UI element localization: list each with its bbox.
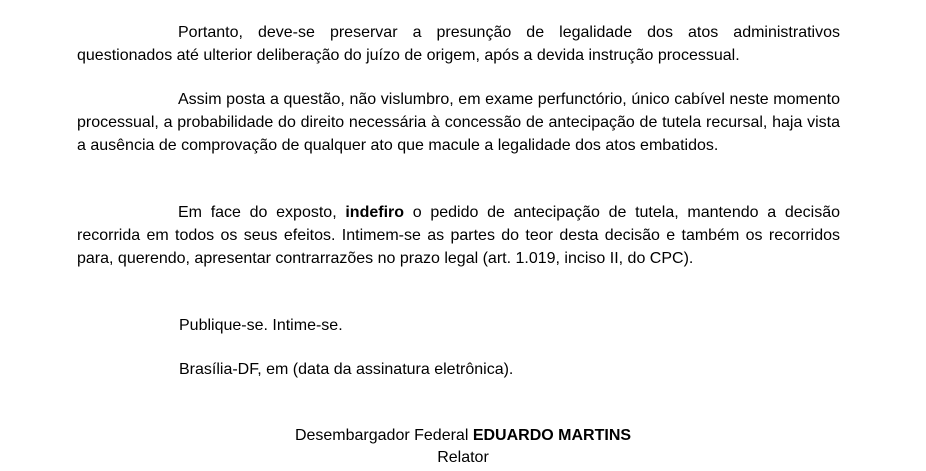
signature-name: EDUARDO MARTINS — [472, 427, 632, 444]
paragraph-probability-right: Assim posta a questão, não vislumbro, em exame perfunctório, único cabível neste momento processual, a probabilidade do direito necessária à concessão de antecipação de tutela recursal, haja vista a ausência de comprovação de qualquer ato que macule a legalidade dos atos embatidos. — [77, 91, 840, 154]
decision-verdict: indefiro — [345, 204, 405, 221]
decision-text-after: o pedido de antecipação de tutela, mantendo a decisão recorrida em todos os seus efeitos. Intimem-se as partes do teor desta decisão e também os recorridos para, querendo, apresentar contrarrazões no prazo legal (art. 1.019, inciso II, do CPC). — [77, 204, 840, 267]
paragraph-place-date: Brasília-DF, em (data da assinatura eletrônica). — [179, 361, 514, 378]
signature-role: Relator — [437, 449, 489, 466]
decision-text-before: Em face do exposto, — [178, 204, 346, 221]
paragraph-decision — [77, 201, 840, 270]
paragraph-publish-notify: Publique-se. Intime-se. — [179, 317, 343, 334]
signature-line — [0, 424, 926, 447]
paragraph-presumption-legality: Portanto, deve-se preservar a presunção de legalidade dos atos administrativos questionados até ulterior deliberação do juízo de origem, após a devida instrução processual. — [77, 24, 840, 64]
signature-title: Desembargador Federal — [294, 427, 473, 444]
